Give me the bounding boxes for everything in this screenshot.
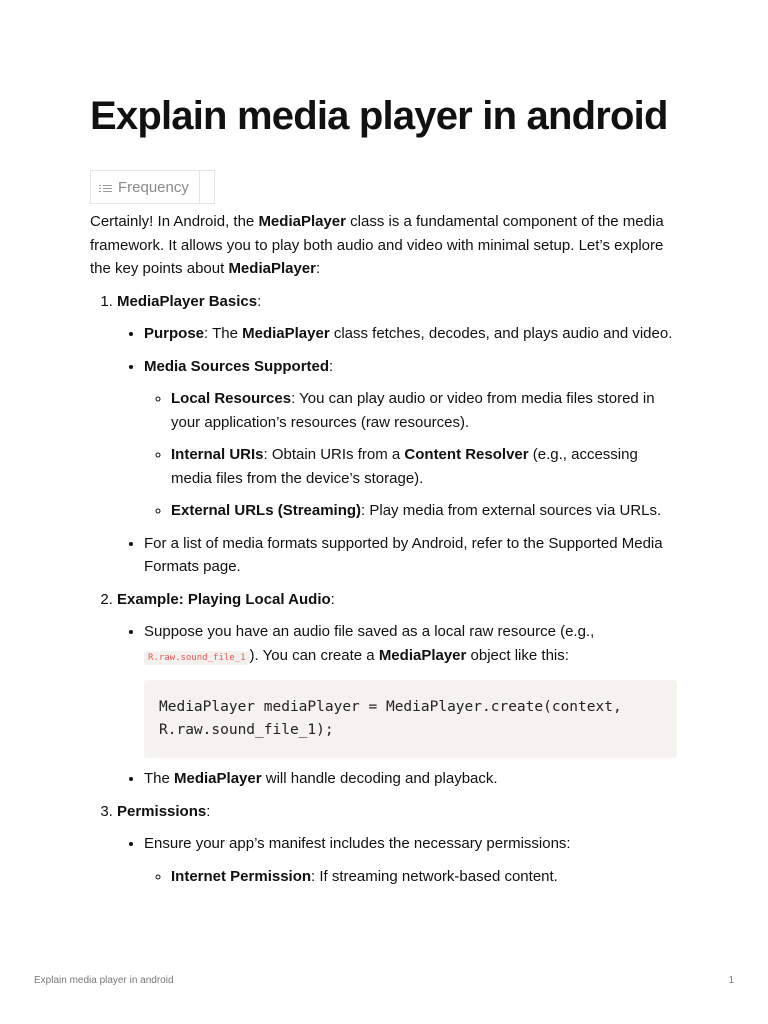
list-item: 2. Example: Playing Local Audio: • Suppose you have an audio file saved as a local raw resource (e.g., R.raw.sound_file_1 ). You can create a MediaPlayer object like this: MediaPlayer mediaPlayer = MediaPlayer.create(context, R.raw.sound_file_1); • The MediaPlayer will handle decoding and playback. (117, 588, 680, 791)
list-item: ◦ External URLs (Streaming): Play media from external sources via URLs. (171, 499, 680, 523)
list-item: • The MediaPlayer will handle decoding and playback. (144, 767, 680, 791)
list-item: • Media Sources Supported: ◦ Local Resources: You can play audio or video from media files stored in your application’s resources (raw resources). ◦ Internal URIs: Obtain URIs from a Content Resolver (e.g., accessing media files from the device’s storage). ◦ External URLs (Streaming): Play media from external sources via URLs. (144, 355, 680, 523)
list-item: 1. MediaPlayer Basics: • Purpose: The MediaPlayer class fetches, decodes, and plays audio and video. • Media Sources Supported: ◦ Local Resources: You can play audio or video from media files stored in your application’s resources (raw resources). ◦ Internal URIs: Obtain URIs from a Content Resolver (e.g., accessing media files from the device’s storage). ◦ External URLs (Streaming): Play media from external sources via URLs. • For a list of media formats supported by Android, refer to the Supported Media Formats page. (117, 290, 680, 579)
numbered-list (90, 290, 680, 889)
list-item: ◦ Internet Permission: If streaming network-based content. (171, 865, 680, 889)
list-item: 3. Permissions: • Ensure your app’s manifest includes the necessary permissions: ◦ Internet Permission: If streaming network-based content. (117, 800, 680, 889)
list-item: • For a list of media formats supported by Android, refer to the Supported Media Formats page. (144, 532, 680, 579)
page-title: Explain media player in android (90, 94, 668, 138)
list-item: • Ensure your app’s manifest includes the necessary permissions: ◦ Internet Permission: If streaming network-based content. (144, 832, 680, 888)
property-label: Frequency (118, 178, 189, 196)
document-body (90, 210, 680, 897)
property-frequency[interactable] (91, 171, 200, 203)
list-item: ◦ Internal URIs: Obtain URIs from a Content Resolver (e.g., accessing media files from the device’s storage). (171, 443, 680, 490)
code-block[interactable]: MediaPlayer mediaPlayer = MediaPlayer.create(context, R.raw.sound_file_1); (144, 680, 677, 758)
property-table (90, 170, 215, 204)
list-item: ◦ Local Resources: You can play audio or video from media files stored in your application’s resources (raw resources). (171, 387, 680, 434)
property-value[interactable] (200, 171, 214, 203)
intro-paragraph: Certainly! In Android, the MediaPlayer class is a fundamental component of the media framework. It allows you to play both audio and video with minimal setup. Let’s explore the key points about MediaPlayer: (90, 213, 664, 277)
inline-code: R.raw.sound_file_1 (144, 651, 250, 665)
footer-title: Explain media player in android (34, 975, 174, 986)
list-item: • Purpose: The MediaPlayer class fetches, decodes, and plays audio and video. (144, 322, 680, 346)
page-number: 1 (728, 975, 734, 986)
list-icon (99, 183, 112, 194)
list-item: • Suppose you have an audio file saved as a local raw resource (e.g., R.raw.sound_file_1 ). You can create a MediaPlayer object like this: MediaPlayer mediaPlayer = MediaPlayer.create(context, R.raw.sound_file_1); (144, 620, 680, 758)
